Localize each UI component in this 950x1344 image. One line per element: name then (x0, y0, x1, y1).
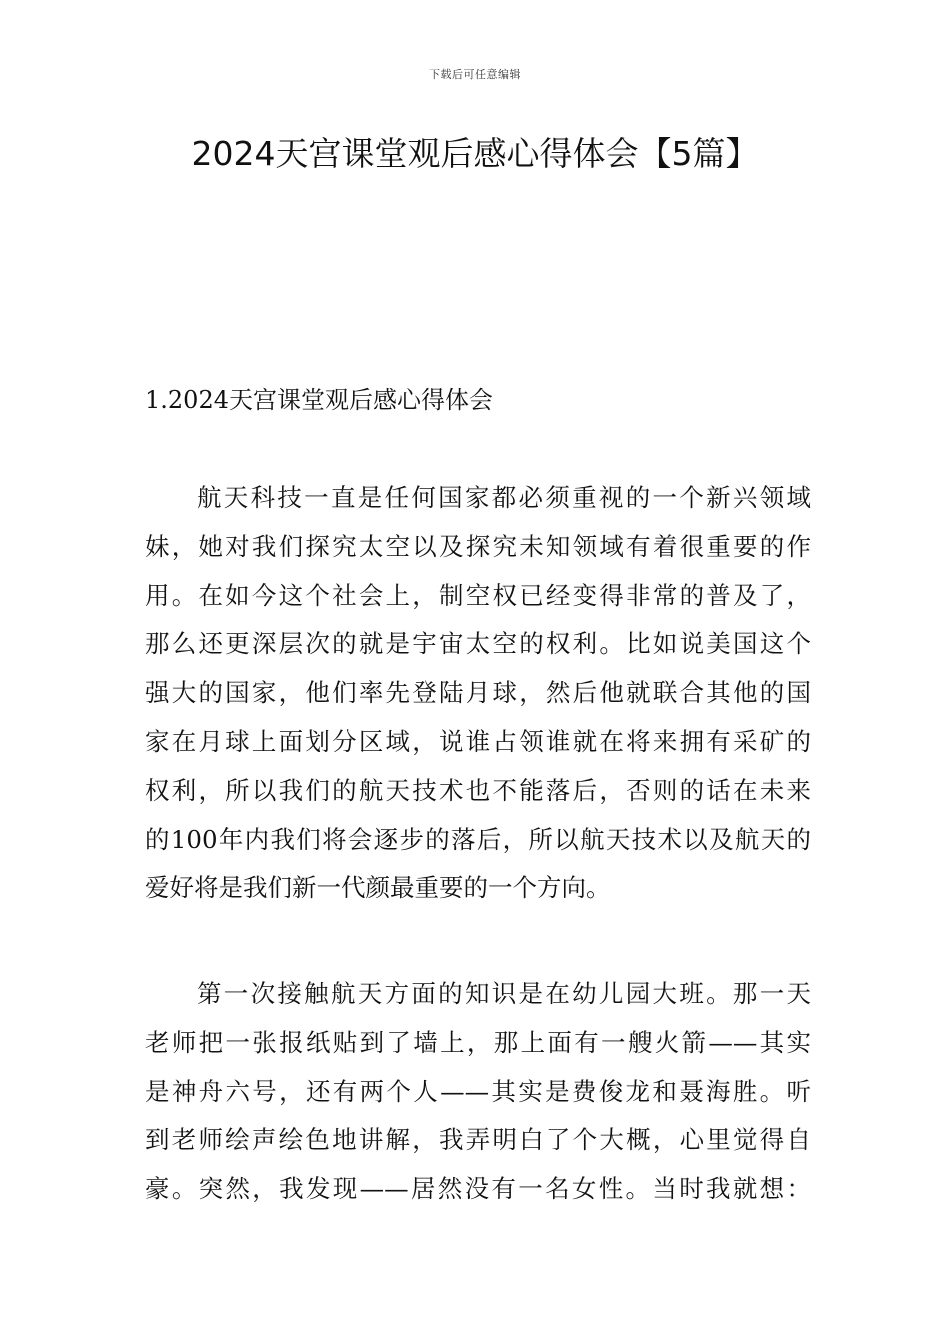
paragraph-line: 第一次接触航天方面的知识是在幼儿园大班。那一天 (197, 979, 811, 1008)
paragraph-line: 到老师绘声绘色地讲解，我弄明白了个大概，心里觉得自 (145, 1125, 811, 1155)
paragraph-line: 航天科技一直是任何国家都必须重视的一个新兴领域 (197, 483, 811, 512)
paragraph-line: 老师把一张报纸贴到了墙上，那上面有一艘火箭——其实 (145, 1027, 811, 1057)
paragraph-line: 爱好将是我们新一代颜最重要的一个方向。 (145, 873, 611, 903)
paragraph-line: 妹，她对我们探究太空以及探究未知领域有着很重要的作 (145, 531, 811, 561)
paragraph-line: 家在月球上面划分区域，说谁占领谁就在将来拥有采矿的 (145, 726, 811, 756)
document-title: 2024天宫课堂观后感心得体会【5篇】 (191, 134, 759, 173)
paragraph-2 (145, 970, 811, 1214)
paragraph-line: 权利，所以我们的航天技术也不能落后，否则的话在未来 (145, 775, 811, 805)
section-heading: 1.2024天宫课堂观后感心得体会 (145, 386, 493, 414)
paragraph-line: 强大的国家，他们率先登陆月球，然后他就联合其他的国 (145, 678, 811, 708)
paragraph-line: 那么还更深层次的就是宇宙太空的权利。比如说美国这个 (145, 629, 811, 659)
paragraph-line: 的100年内我们将会逐步的落后，所以航天技术以及航天的 (145, 824, 811, 854)
paragraph-line: 豪。突然，我发现——居然没有一名女性。当时我就想： (145, 1174, 811, 1204)
paragraph-1 (145, 474, 811, 913)
paragraph-line: 是神舟六号，还有两个人——其实是费俊龙和聂海胜。听 (145, 1076, 811, 1106)
header-note: 下载后可任意编辑 (429, 68, 521, 81)
paragraph-line: 用。在如今这个社会上，制空权已经变得非常的普及了， (145, 580, 811, 610)
